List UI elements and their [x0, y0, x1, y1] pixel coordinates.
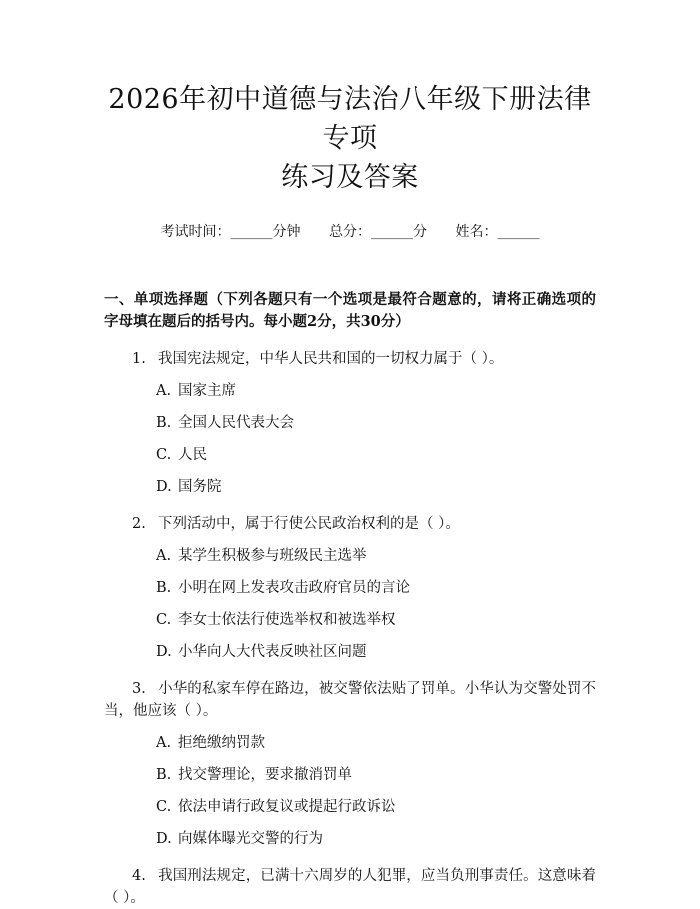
option-c: [156, 796, 596, 818]
exam-info: [104, 222, 596, 242]
option-list: [104, 545, 596, 663]
question-stem: [104, 513, 596, 535]
option-letter: A.: [156, 735, 172, 751]
question-number: 3.: [132, 681, 146, 697]
option-text: 国家主席: [178, 383, 236, 399]
title-line-2: 练习及答案: [281, 162, 419, 193]
question-text: 小华的私家车停在路边，被交警依法贴了罚单。小华认为交警处罚不当，他应该（ ）。: [104, 681, 596, 719]
document-title: [104, 0, 596, 197]
title-line-1: 2026年初中道德与法治八年级下册法律专项: [108, 84, 592, 154]
option-d: [156, 476, 596, 498]
option-a: [156, 732, 596, 754]
question-number: 1.: [132, 351, 146, 367]
question-text: 我国宪法规定，中华人民共和国的一切权力属于（ ）。: [158, 351, 504, 367]
question-number: 4.: [132, 868, 146, 884]
option-d: [156, 641, 596, 663]
question-4: [104, 865, 596, 909]
option-d: [156, 828, 596, 850]
option-letter: D.: [156, 831, 172, 847]
student-name-field: 姓名：______: [455, 224, 540, 240]
option-letter: B.: [156, 580, 172, 596]
option-list: [104, 380, 596, 498]
option-text: 向媒体曝光交警的行为: [178, 831, 323, 847]
question-2: [104, 513, 596, 663]
option-list: [104, 732, 596, 850]
option-letter: B.: [156, 415, 172, 431]
question-3: [104, 678, 596, 850]
option-text: 拒绝缴纳罚款: [178, 735, 265, 751]
option-letter: D.: [156, 644, 172, 660]
option-a: [156, 545, 596, 567]
option-text: 全国人民代表大会: [178, 415, 294, 431]
option-text: 小明在网上发表攻击政府官员的言论: [178, 580, 410, 596]
exam-time-field: 考试时间：______分钟: [160, 224, 301, 240]
option-letter: B.: [156, 767, 172, 783]
option-text: 人民: [178, 447, 207, 463]
option-b: [156, 764, 596, 786]
question-stem: [104, 348, 596, 370]
question-stem: [104, 865, 596, 909]
total-score-field: 总分：______分: [329, 224, 427, 240]
question-text: 我国刑法规定，已满十六周岁的人犯罪，应当负刑事责任。这意味着（ ）。: [104, 868, 596, 906]
section-heading: 一、单项选择题（下列各题只有一个选项是最符合题意的，请将正确选项的字母填在题后的括号内。每小题2分，共30分）: [104, 291, 596, 330]
question-text: 下列活动中，属于行使公民政治权利的是（ ）。: [158, 516, 460, 532]
question-1: [104, 348, 596, 498]
option-b: [156, 412, 596, 434]
option-letter: A.: [156, 548, 172, 564]
option-text: 依法申请行政复议或提起行政诉讼: [178, 799, 396, 815]
question-number: 2.: [132, 516, 146, 532]
option-letter: C.: [156, 612, 172, 628]
option-b: [156, 577, 596, 599]
option-text: 小华向人大代表反映社区问题: [178, 644, 367, 660]
option-letter: D.: [156, 479, 172, 495]
option-c: [156, 609, 596, 631]
option-text: 某学生积极参与班级民主选举: [178, 548, 367, 564]
option-text: 国务院: [178, 479, 222, 495]
option-a: [156, 380, 596, 402]
question-stem: [104, 678, 596, 722]
option-c: [156, 444, 596, 466]
option-letter: C.: [156, 447, 172, 463]
option-letter: C.: [156, 799, 172, 815]
option-letter: A.: [156, 383, 172, 399]
option-text: 找交警理论，要求撤消罚单: [178, 767, 352, 783]
option-text: 李女士依法行使选举权和被选举权: [178, 612, 396, 628]
